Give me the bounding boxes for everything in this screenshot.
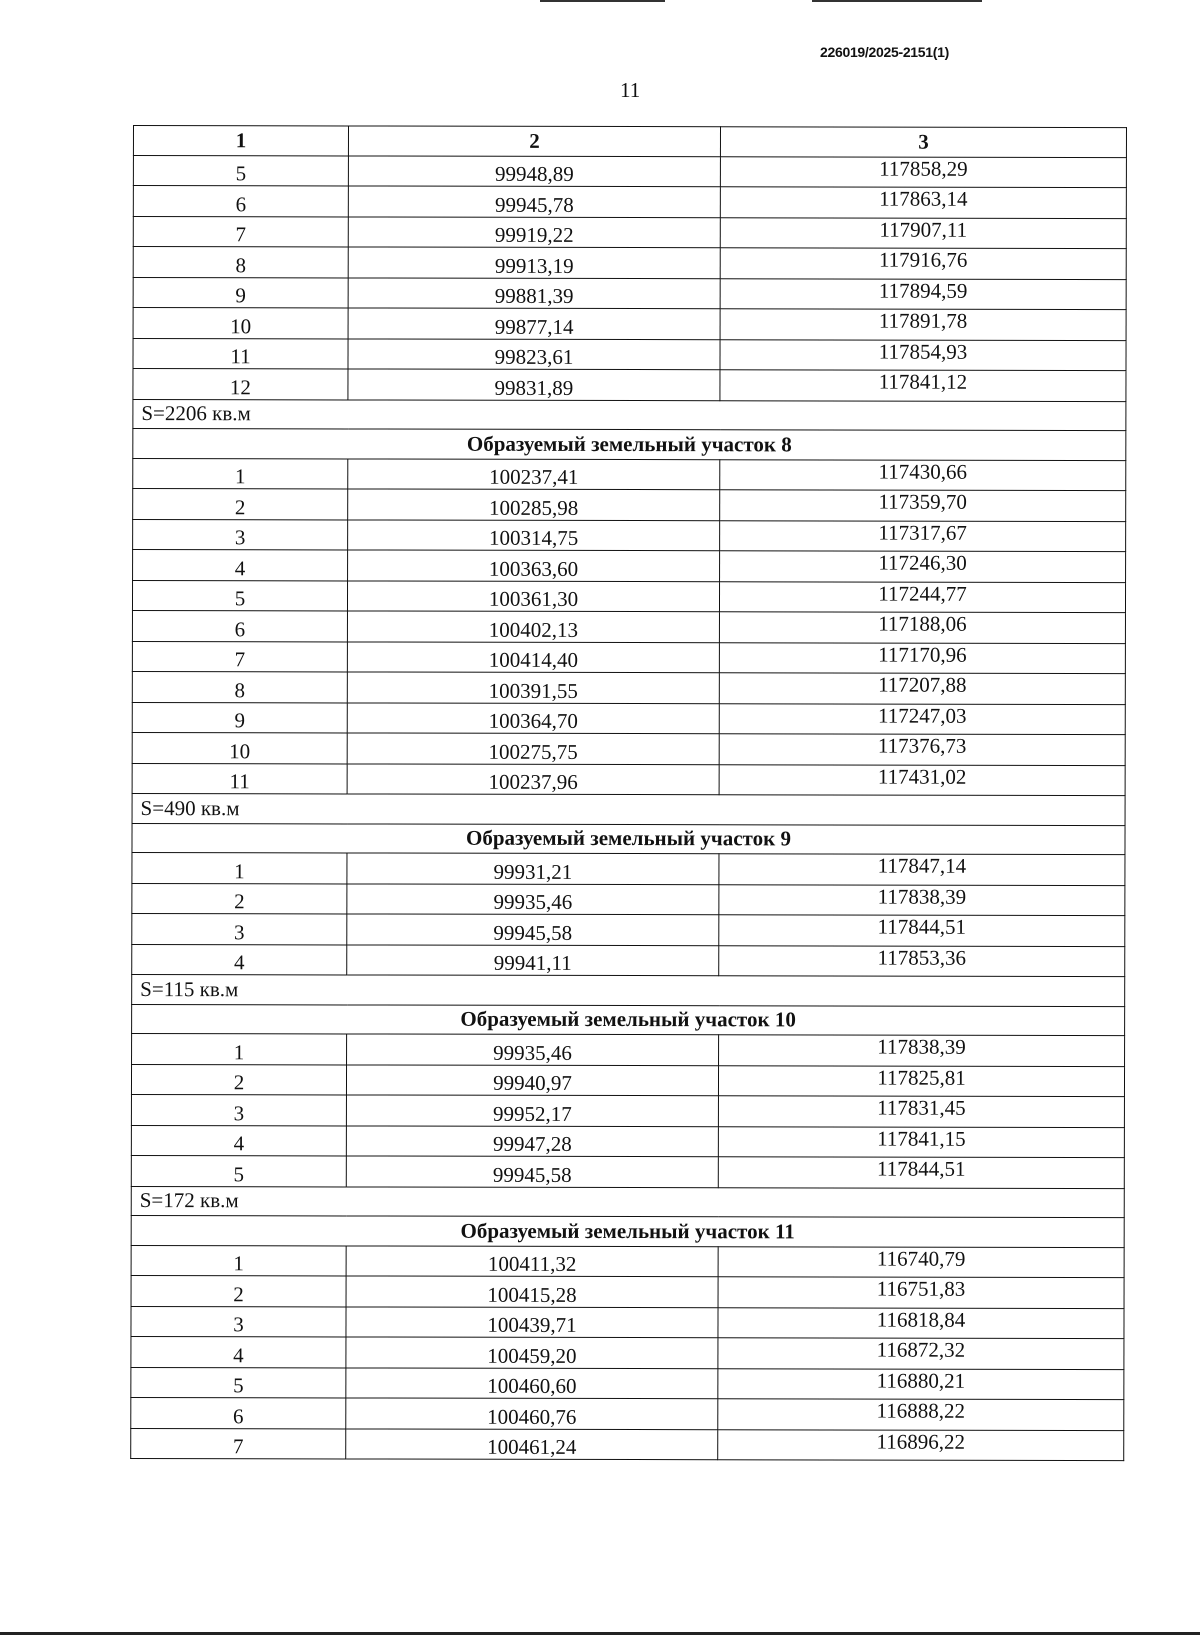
y-coordinate-cell: 117376,73 (719, 734, 1125, 765)
y-coordinate-cell: 117907,11 (720, 217, 1126, 248)
section-title: Образуемый земельный участок 9 (132, 823, 1125, 855)
x-coordinate-cell: 100461,24 (346, 1428, 718, 1459)
area-label-row (133, 399, 1126, 431)
x-coordinate-cell: 100363,60 (348, 550, 720, 581)
scan-bottom-edge (0, 1632, 1200, 1635)
x-coordinate-cell: 99947,28 (346, 1125, 718, 1156)
x-coordinate-cell: 99877,14 (348, 308, 720, 339)
y-coordinate-cell: 117841,12 (720, 370, 1126, 401)
table-row (131, 1155, 1124, 1188)
point-number-cell: 5 (132, 580, 347, 611)
y-coordinate-cell: 117247,03 (719, 703, 1125, 734)
point-number-cell: 8 (132, 671, 347, 702)
y-coordinate-cell: 117841,15 (718, 1126, 1124, 1157)
section-title-row (132, 1004, 1125, 1036)
x-coordinate-cell: 99935,46 (347, 1034, 719, 1065)
area-label-row (131, 1186, 1124, 1218)
table-row (132, 883, 1125, 916)
section-title-row (131, 1215, 1124, 1247)
area-label: S=490 кв.м (132, 793, 1125, 825)
x-coordinate-cell: 100285,98 (348, 489, 720, 520)
coordinates-table (130, 125, 1127, 1461)
x-coordinate-cell: 100237,96 (347, 763, 719, 794)
scan-edge-mark (812, 0, 982, 2)
point-number-cell: 7 (131, 1428, 346, 1459)
table-row (131, 1125, 1124, 1158)
y-coordinate-cell: 117847,14 (719, 854, 1125, 885)
x-coordinate-cell: 99935,46 (347, 883, 719, 914)
table-row (132, 944, 1125, 977)
table-row (131, 1064, 1124, 1097)
table-row (133, 489, 1126, 522)
x-coordinate-cell: 99945,78 (348, 186, 720, 217)
point-number-cell: 1 (131, 1245, 346, 1276)
table-row (132, 732, 1125, 765)
y-coordinate-cell: 117246,30 (720, 551, 1126, 582)
point-number-cell: 4 (131, 1336, 346, 1367)
x-coordinate-cell: 100460,60 (346, 1367, 718, 1398)
table-row (131, 1306, 1124, 1339)
x-coordinate-cell: 100402,13 (347, 611, 719, 642)
point-number-cell: 11 (133, 338, 348, 369)
table-row (131, 1336, 1124, 1369)
table-body (131, 155, 1127, 1461)
point-number-cell: 4 (131, 1125, 346, 1156)
x-coordinate-cell: 99945,58 (346, 1156, 718, 1187)
area-label: S=2206 кв.м (133, 399, 1126, 431)
table-row (133, 338, 1126, 371)
x-coordinate-cell: 100361,30 (347, 580, 719, 611)
y-coordinate-cell: 117244,77 (719, 581, 1125, 612)
y-coordinate-cell: 117894,59 (720, 278, 1126, 309)
point-number-cell: 5 (131, 1155, 346, 1186)
point-number-cell: 4 (133, 550, 348, 581)
y-coordinate-cell: 116888,22 (718, 1399, 1124, 1430)
y-coordinate-cell: 116872,32 (718, 1338, 1124, 1369)
point-number-cell: 1 (133, 458, 348, 489)
x-coordinate-cell: 99948,89 (348, 155, 720, 186)
point-number-cell: 7 (133, 216, 348, 247)
table-row (131, 1367, 1124, 1400)
y-coordinate-cell: 117838,39 (719, 1035, 1125, 1066)
y-coordinate-cell: 117207,88 (719, 673, 1125, 704)
point-number-cell: 3 (132, 913, 347, 944)
point-number-cell: 10 (132, 732, 347, 763)
y-coordinate-cell: 117863,14 (720, 187, 1126, 218)
table-row (133, 369, 1126, 402)
section-title: Образуемый земельный участок 8 (133, 429, 1126, 461)
table-row (132, 1033, 1125, 1066)
page-number: 11 (620, 78, 641, 102)
table-row (133, 155, 1126, 188)
table-row (131, 1428, 1124, 1461)
point-number-cell: 2 (132, 883, 347, 914)
x-coordinate-cell: 100460,76 (346, 1398, 718, 1429)
y-coordinate-cell: 117844,51 (719, 915, 1125, 946)
x-coordinate-cell: 100439,71 (346, 1306, 718, 1337)
table-row (131, 1275, 1124, 1308)
column-header-point: 1 (133, 126, 348, 156)
table-row (131, 1094, 1124, 1127)
point-number-cell: 10 (133, 308, 348, 339)
table-row (133, 550, 1126, 583)
point-number-cell: 8 (133, 247, 348, 278)
point-number-cell: 11 (132, 763, 347, 794)
x-coordinate-cell: 99831,89 (348, 369, 720, 400)
table-header-row (133, 126, 1126, 158)
point-number-cell: 3 (131, 1094, 346, 1125)
y-coordinate-cell: 116896,22 (718, 1429, 1124, 1460)
x-coordinate-cell: 99881,39 (348, 277, 720, 308)
x-coordinate-cell: 99945,58 (347, 914, 719, 945)
point-number-cell: 1 (132, 852, 347, 883)
section-title-row (133, 429, 1126, 461)
x-coordinate-cell: 100275,75 (347, 733, 719, 764)
y-coordinate-cell: 116880,21 (718, 1368, 1124, 1399)
x-coordinate-cell: 100237,41 (348, 458, 720, 489)
y-coordinate-cell: 117430,66 (720, 459, 1126, 490)
y-coordinate-cell: 116818,84 (718, 1307, 1124, 1338)
table-row (131, 1397, 1124, 1430)
document-number: 226019/2025-2151(1) (820, 44, 949, 60)
point-number-cell: 2 (131, 1275, 346, 1306)
table-row (132, 763, 1125, 796)
table-row (131, 1245, 1124, 1278)
table-row (132, 641, 1125, 674)
y-coordinate-cell: 117854,93 (720, 339, 1126, 370)
x-coordinate-cell: 100391,55 (347, 672, 719, 703)
x-coordinate-cell: 100364,70 (347, 702, 719, 733)
table-row (133, 519, 1126, 552)
point-number-cell: 9 (132, 702, 347, 733)
y-coordinate-cell: 117838,39 (719, 884, 1125, 915)
scan-edge-mark (540, 0, 665, 2)
x-coordinate-cell: 99931,21 (347, 853, 719, 884)
point-number-cell: 6 (131, 1397, 346, 1428)
x-coordinate-cell: 99913,19 (348, 247, 720, 278)
x-coordinate-cell: 100415,28 (346, 1276, 718, 1307)
y-coordinate-cell: 117891,78 (720, 309, 1126, 340)
point-number-cell: 5 (131, 1367, 346, 1398)
x-coordinate-cell: 99952,17 (346, 1095, 718, 1126)
point-number-cell: 6 (133, 186, 348, 217)
table-row (133, 308, 1126, 341)
x-coordinate-cell: 99823,61 (348, 338, 720, 369)
area-label-row (132, 793, 1125, 825)
point-number-cell: 2 (131, 1064, 346, 1095)
table-row (132, 913, 1125, 946)
point-number-cell: 6 (132, 611, 347, 642)
section-title: Образуемый земельный участок 10 (132, 1004, 1125, 1036)
area-label: S=115 кв.м (132, 974, 1125, 1006)
y-coordinate-cell: 117825,81 (718, 1065, 1124, 1096)
table-row (133, 216, 1126, 249)
x-coordinate-cell: 99941,11 (347, 944, 719, 975)
section-title: Образуемый земельный участок 11 (131, 1215, 1124, 1247)
point-number-cell: 2 (133, 489, 348, 520)
y-coordinate-cell: 116740,79 (718, 1246, 1124, 1277)
point-number-cell: 1 (132, 1033, 347, 1064)
point-number-cell: 3 (131, 1306, 346, 1337)
column-header-x: 2 (348, 126, 720, 156)
point-number-cell: 12 (133, 369, 348, 400)
y-coordinate-cell: 117317,67 (720, 520, 1126, 551)
coordinates-table-wrapper (130, 125, 1126, 1461)
y-coordinate-cell: 117844,51 (718, 1157, 1124, 1188)
y-coordinate-cell: 117853,36 (719, 945, 1125, 976)
table-row (132, 702, 1125, 735)
y-coordinate-cell: 117170,96 (719, 642, 1125, 673)
table-row (133, 277, 1126, 310)
area-label-row (132, 974, 1125, 1006)
x-coordinate-cell: 100314,75 (348, 519, 720, 550)
x-coordinate-cell: 99940,97 (346, 1064, 718, 1095)
x-coordinate-cell: 99919,22 (348, 216, 720, 247)
y-coordinate-cell: 117916,76 (720, 248, 1126, 279)
point-number-cell: 4 (132, 944, 347, 975)
section-title-row (132, 823, 1125, 855)
y-coordinate-cell: 117359,70 (720, 490, 1126, 521)
table-row (132, 671, 1125, 704)
x-coordinate-cell: 100411,32 (346, 1245, 718, 1276)
point-number-cell: 3 (133, 519, 348, 550)
column-header-y: 3 (720, 127, 1126, 157)
point-number-cell: 7 (132, 641, 347, 672)
y-coordinate-cell: 116751,83 (718, 1277, 1124, 1308)
y-coordinate-cell: 117188,06 (719, 612, 1125, 643)
point-number-cell: 9 (133, 277, 348, 308)
table-row (132, 611, 1125, 644)
area-label: S=172 кв.м (131, 1186, 1124, 1218)
table-row (133, 247, 1126, 280)
y-coordinate-cell: 117831,45 (718, 1096, 1124, 1127)
table-row (132, 852, 1125, 885)
y-coordinate-cell: 117858,29 (720, 156, 1126, 187)
table-row (133, 186, 1126, 219)
y-coordinate-cell: 117431,02 (719, 764, 1125, 795)
x-coordinate-cell: 100414,40 (347, 641, 719, 672)
table-row (133, 458, 1126, 491)
x-coordinate-cell: 100459,20 (346, 1337, 718, 1368)
table-row (132, 580, 1125, 613)
point-number-cell: 5 (133, 155, 348, 186)
